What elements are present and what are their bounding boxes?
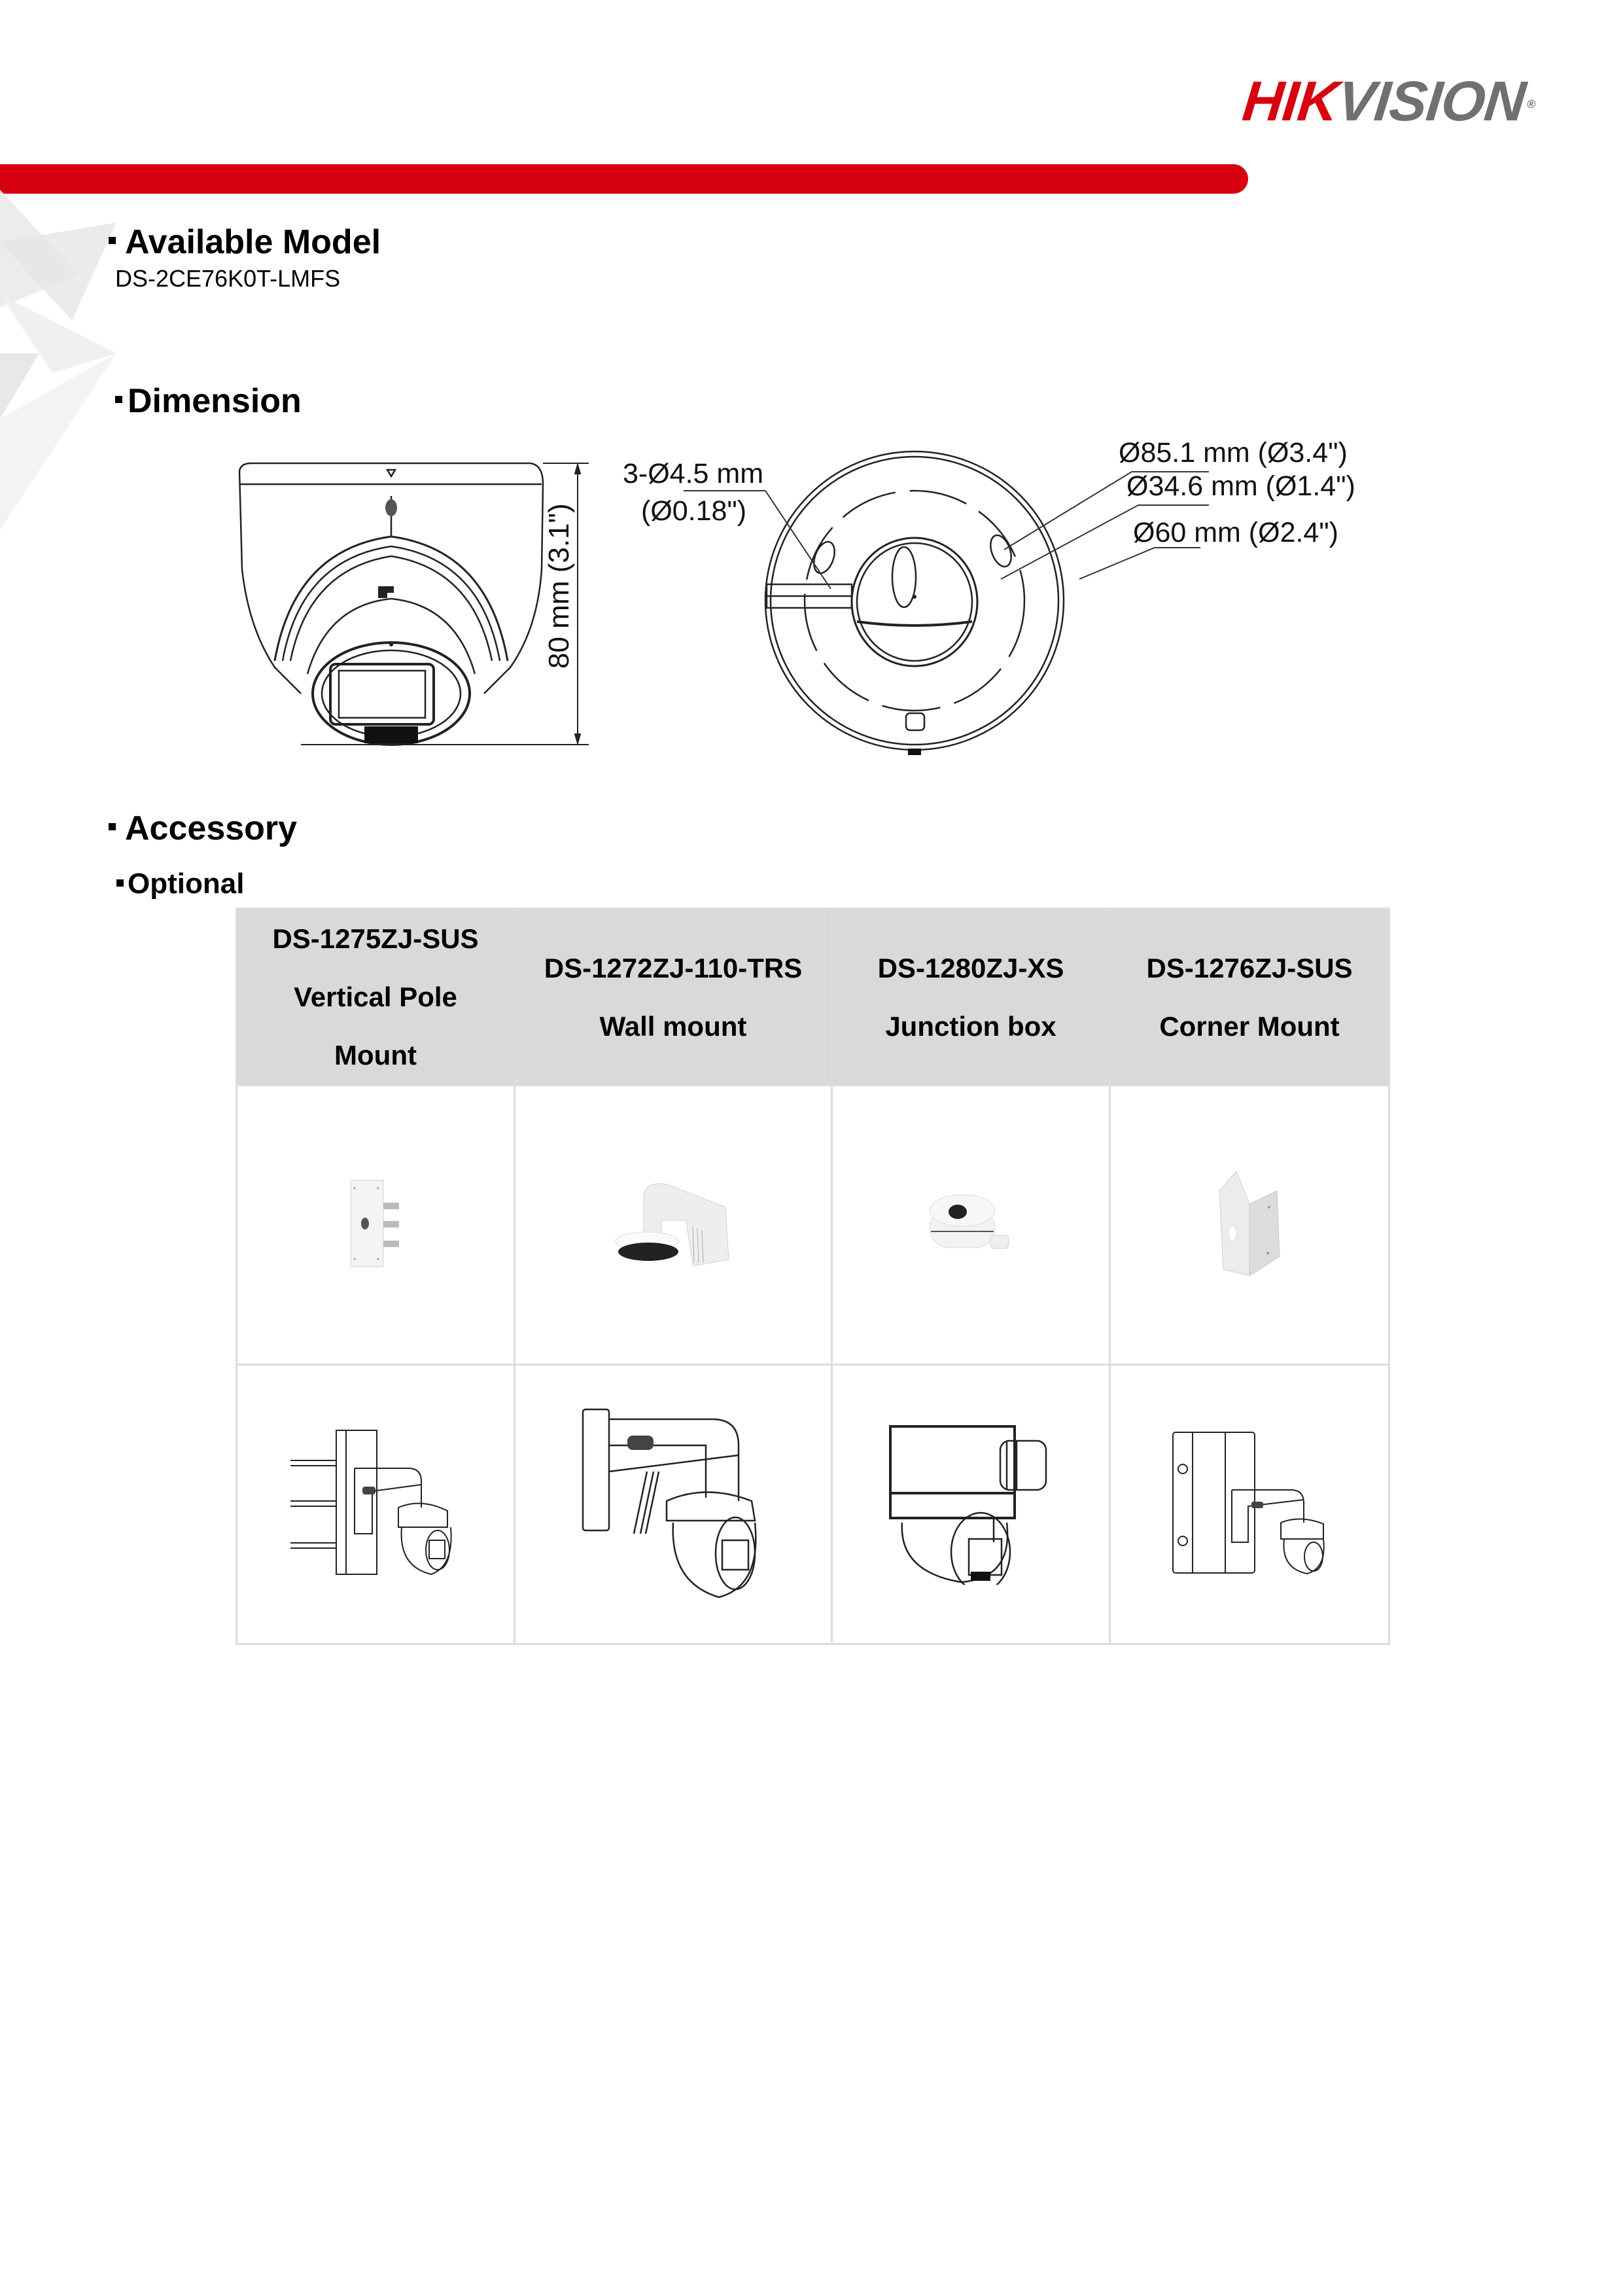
accessory-model: DS-1272ZJ-110-TRS <box>544 952 803 983</box>
accessory-name: Junction box <box>885 1010 1056 1042</box>
bullet-icon <box>109 823 116 830</box>
accessory-header-cell <box>832 909 1110 1086</box>
accessory-installation-cell <box>1110 1365 1389 1644</box>
accessory-model: DS-1276ZJ-SUS <box>1146 952 1353 983</box>
watermark-triangles-icon <box>0 190 118 530</box>
accessory-table-header-row <box>237 909 1389 1086</box>
corner-mount-installation-drawing-icon <box>1166 1431 1333 1575</box>
accessory-installation-cell <box>515 1365 832 1644</box>
hikvision-logo <box>1239 70 1538 133</box>
height-dimension-label: 80 mm (3.1") <box>543 503 575 669</box>
accessory-model: DS-1280ZJ-XS <box>877 952 1064 983</box>
accessory-product-cell <box>832 1086 1110 1365</box>
bullet-icon <box>116 879 124 887</box>
junction-box-installation-drawing-icon <box>889 1421 1053 1585</box>
corner-mount-image-icon <box>1217 1171 1282 1276</box>
logo-part-hik: HIK <box>1239 70 1342 133</box>
mounting-hole-label: 3-Ø4.5 mm <box>623 458 764 489</box>
outer-diameter-label: Ø85.1 mm (Ø3.4") <box>1119 437 1348 468</box>
accessory-product-row <box>237 1086 1389 1365</box>
accessory-header-cell <box>515 909 832 1086</box>
accessory-table <box>236 908 1390 1645</box>
accessory-installation-row <box>237 1365 1389 1644</box>
accessory-header-cell <box>1110 909 1389 1086</box>
accessory-installation-cell <box>237 1365 515 1644</box>
accessory-name: Vertical Pole <box>294 981 457 1012</box>
accessory-model: DS-1275ZJ-SUS <box>272 923 479 954</box>
vertical-pole-mount-image-icon <box>349 1178 402 1269</box>
wall-mount-image-icon <box>614 1181 732 1266</box>
logo-part-vision: VISION <box>1335 70 1528 133</box>
header-red-bar <box>0 164 1248 194</box>
mount-diameter-label: Ø60 mm (Ø2.4") <box>1133 517 1338 548</box>
model-number: DS-2CE76K0T-LMFS <box>115 265 341 292</box>
accessory-header-cell <box>237 909 515 1086</box>
accessory-name: Wall mount <box>599 1010 747 1042</box>
pole-mount-installation-drawing-icon <box>290 1429 461 1576</box>
wall-mount-installation-drawing-icon <box>582 1406 765 1599</box>
accessory-installation-cell <box>832 1365 1110 1644</box>
accessory-product-cell <box>515 1086 832 1365</box>
junction-box-image-icon <box>928 1192 1013 1254</box>
accessory-name-line2: Mount <box>334 1040 417 1070</box>
bullet-icon <box>109 237 116 244</box>
mounting-hole-label-inch: (Ø0.18") <box>641 495 747 527</box>
registered-mark: ® <box>1526 97 1536 111</box>
accessory-product-cell <box>237 1086 515 1365</box>
optional-subheading: Optional <box>116 868 244 900</box>
dimension-heading: Dimension <box>115 381 302 421</box>
inner-diameter-label: Ø34.6 mm (Ø1.4") <box>1126 470 1355 502</box>
accessory-heading: Accessory <box>109 809 297 848</box>
bullet-icon <box>115 396 122 403</box>
camera-side-view-drawing <box>236 458 589 752</box>
accessory-name: Corner Mount <box>1159 1010 1340 1042</box>
accessory-product-cell <box>1110 1086 1389 1365</box>
available-model-heading: Available Model <box>109 222 381 262</box>
